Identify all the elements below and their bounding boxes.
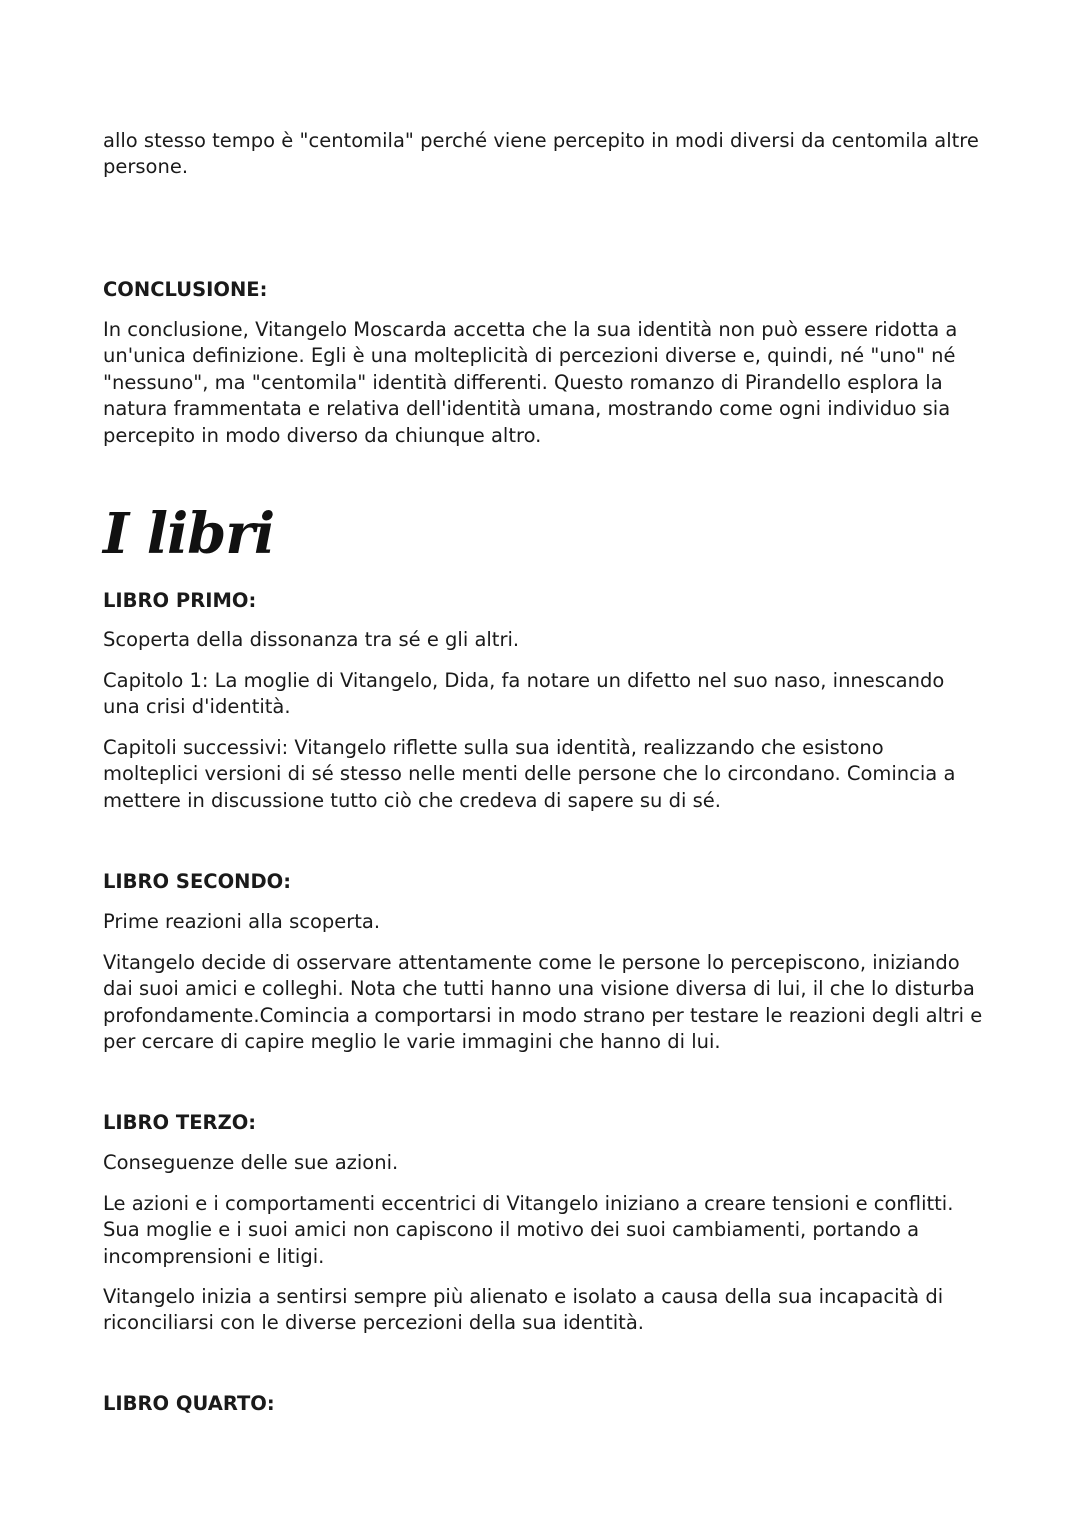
libro-terzo-paragraph-2: Vitangelo inizia a sentirsi sempre più alienato e isolato a causa della sua incapacità di riconciliarsi con le diverse percezioni della sua identità.	[103, 1285, 944, 1335]
libro-secondo-summary: Prime reazioni alla scoperta.	[103, 910, 381, 933]
conclusione-paragraph: In conclusione, Vitangelo Moscarda accetta che la sua identità non può essere ridotta a un'unica definizione. Egli è una molteplicità di percezioni diverse e, quindi, né "uno" né "nessuno", ma "centomila" identità differenti. Questo romanzo di Pirandello esplora la natura frammentata e relativa dell'identità umana, mostrando come ogni individuo sia percepito in modo diverso da chiunque altro.	[103, 318, 958, 447]
libro-terzo-heading: LIBRO TERZO:	[103, 1111, 257, 1134]
section-title: I libri	[103, 501, 275, 567]
conclusione-heading: CONCLUSIONE:	[103, 278, 268, 301]
libro-primo-heading: LIBRO PRIMO:	[103, 589, 257, 612]
libro-primo-paragraph-1: Capitolo 1: La moglie di Vitangelo, Dida, fa notare un difetto nel suo naso, innescando una crisi d'identità.	[103, 669, 945, 719]
libro-quarto-heading: LIBRO QUARTO:	[103, 1392, 275, 1415]
libro-primo-summary: Scoperta della dissonanza tra sé e gli altri.	[103, 628, 520, 651]
libro-secondo-heading: LIBRO SECONDO:	[103, 870, 292, 893]
libro-secondo-paragraph-1: Vitangelo decide di osservare attentamente come le persone lo percepiscono, iniziando dai suoi amici e colleghi. Nota che tutti hanno una visione diversa di lui, il che lo disturba profondamente.Comincia a comportarsi in modo strano per testare le reazioni degli altri e per cercare di capire meglio le varie immagini che hanno di lui.	[103, 951, 983, 1054]
libro-primo-paragraph-2: Capitoli successivi: Vitangelo riflette sulla sua identità, realizzando che esistono molteplici versioni di sé stesso nelle menti delle persone che lo circondano. Comincia a mettere in discussione tutto ciò che credeva di sapere su di sé.	[103, 736, 956, 812]
intro-paragraph: allo stesso tempo è "centomila" perché viene percepito in modi diversi da centomila altre persone.	[103, 129, 979, 179]
libro-terzo-summary: Conseguenze delle sue azioni.	[103, 1151, 399, 1174]
libro-terzo-paragraph-1: Le azioni e i comportamenti eccentrici di Vitangelo iniziano a creare tensioni e conflitti. Sua moglie e i suoi amici non capiscono il motivo dei suoi cambiamenti, portando a incomprensioni e litigi.	[103, 1192, 954, 1268]
